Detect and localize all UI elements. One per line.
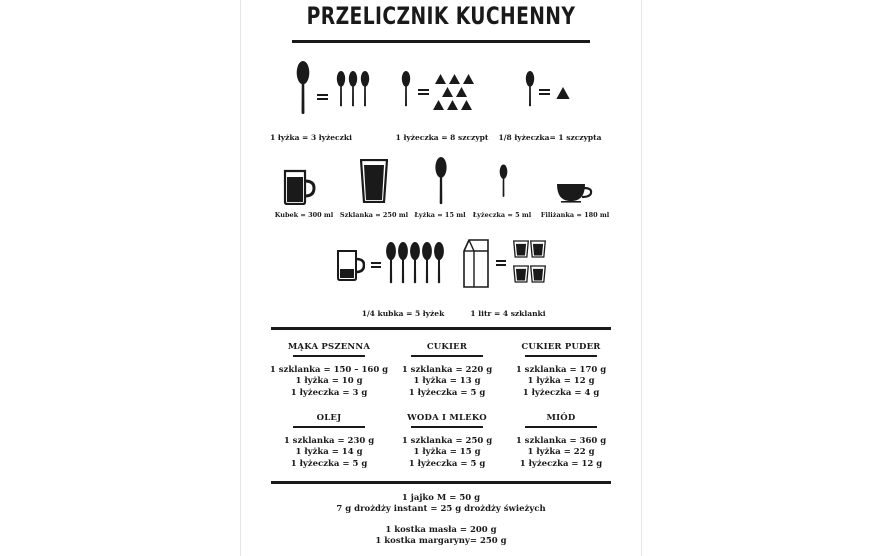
conversion-caption: 1 łyżeczka = 8 szczypt — [395, 133, 489, 142]
ingredient-line: 1 szklanka = 230 g — [283, 436, 375, 446]
footer-line: 1 kostka masła = 200 g — [385, 525, 497, 535]
mug-icon — [335, 249, 365, 281]
ingredient-underline — [525, 426, 597, 428]
vessel-caption: Łyżka = 15 ml — [414, 211, 466, 219]
conversion-caption: 1/4 kubka = 5 łyżek — [361, 309, 445, 318]
glass-icon — [513, 264, 529, 284]
teaspoon-icon — [359, 68, 371, 110]
ingredient-name: CUKIER — [426, 342, 468, 352]
ingredient-line: 1 łyżeczka = 5 g — [408, 387, 486, 398]
kitchen-converter-poster — [240, 0, 642, 556]
ingredient-line: 1 łyżeczka = 5 g — [290, 458, 368, 469]
ingredient-line: 1 szklanka = 150 – 160 g — [269, 365, 389, 375]
milk-carton-icon — [462, 237, 490, 289]
vessel-caption: Kubek = 300 ml — [274, 211, 334, 219]
equals-icon — [539, 89, 550, 95]
footer-line: 1 kostka margaryny= 250 g — [375, 536, 507, 546]
ingredient-underline — [525, 355, 597, 357]
teaspoon-icon — [335, 68, 347, 110]
ingredient-name: WODA I MLEKO — [407, 413, 487, 423]
ingredient-line: 1 łyżka = 12 g — [527, 376, 595, 387]
ingredient-line: 1 łyżka = 13 g — [413, 376, 481, 387]
ingredient-line: 1 łyżka = 14 g — [295, 447, 363, 458]
pinch-icon — [556, 87, 570, 99]
title-underline — [292, 40, 590, 43]
ingredient-line: 1 szklanka = 170 g — [515, 365, 607, 375]
glass-icon — [360, 159, 388, 203]
ingredient-line: 1 łyżeczka = 5 g — [408, 458, 486, 469]
equals-icon — [496, 260, 506, 266]
conversion-caption: 1 litr = 4 szklanki — [470, 309, 546, 318]
spoon-icon — [294, 59, 312, 117]
ingredient-line: 1 szklanka = 360 g — [515, 436, 607, 446]
footer-line: 1 jajko M = 50 g — [401, 493, 481, 503]
teaspoon-icon — [347, 68, 359, 110]
ingredient-block — [269, 413, 389, 470]
conversion-caption: 1 łyżka = 3 łyżeczki — [270, 133, 352, 142]
equals-icon — [371, 262, 381, 268]
glass-icon — [530, 264, 546, 284]
teaspoon-icon — [400, 68, 412, 110]
ingredient-line: 1 szklanka = 250 g — [401, 436, 493, 446]
ingredient-line: 1 łyżeczka = 12 g — [519, 458, 603, 469]
glass-icon — [513, 239, 529, 259]
ingredient-underline — [293, 426, 365, 428]
spoon-icon — [433, 154, 449, 208]
ingredient-underline — [411, 426, 483, 428]
ingredient-underline — [293, 355, 365, 357]
vessel-caption: Szklanka = 250 ml — [339, 211, 409, 219]
teaspoon-icon — [498, 162, 509, 200]
teacup-icon — [556, 181, 594, 203]
teaspoon-icon — [524, 68, 536, 110]
ingredient-line: 1 łyżeczka = 4 g — [522, 387, 600, 398]
conversion-caption: 1/8 łyżeczka= 1 szczypta — [498, 133, 602, 142]
ingredient-name: MIÓD — [546, 413, 576, 423]
ingredient-block — [269, 342, 389, 399]
ingredient-underline — [411, 355, 483, 357]
ingredient-block — [501, 342, 621, 399]
ingredient-block — [387, 413, 507, 470]
pinch-icon — [433, 74, 481, 112]
ingredient-block — [387, 342, 507, 399]
vessel-caption: Filiżanka = 180 ml — [540, 211, 610, 219]
ingredient-name: CUKIER PUDER — [521, 342, 601, 352]
section-divider — [271, 327, 611, 330]
ingredient-line: 1 szklanka = 220 g — [401, 365, 493, 375]
footer-line: 7 g drożdży instant = 25 g drożdży świeżych — [336, 504, 546, 514]
section-divider — [271, 481, 611, 484]
ingredient-line: 1 łyżka = 15 g — [413, 447, 481, 458]
ingredient-block — [501, 413, 621, 470]
equals-icon — [317, 94, 328, 100]
spoon-icon — [432, 238, 446, 288]
ingredient-line: 1 łyżka = 22 g — [527, 447, 595, 458]
ingredient-line: 1 łyżka = 10 g — [295, 376, 363, 387]
ingredient-name: MĄKA PSZENNA — [287, 342, 371, 352]
ingredient-name: OLEJ — [316, 413, 342, 423]
ingredient-line: 1 łyżeczka = 3 g — [290, 387, 368, 398]
poster-title: PRZELICZNIK KUCHENNY — [306, 2, 576, 30]
equals-icon — [418, 89, 429, 95]
mug-icon — [282, 169, 316, 205]
vessel-caption: Łyżeczka = 5 ml — [472, 211, 532, 219]
glass-icon — [530, 239, 546, 259]
